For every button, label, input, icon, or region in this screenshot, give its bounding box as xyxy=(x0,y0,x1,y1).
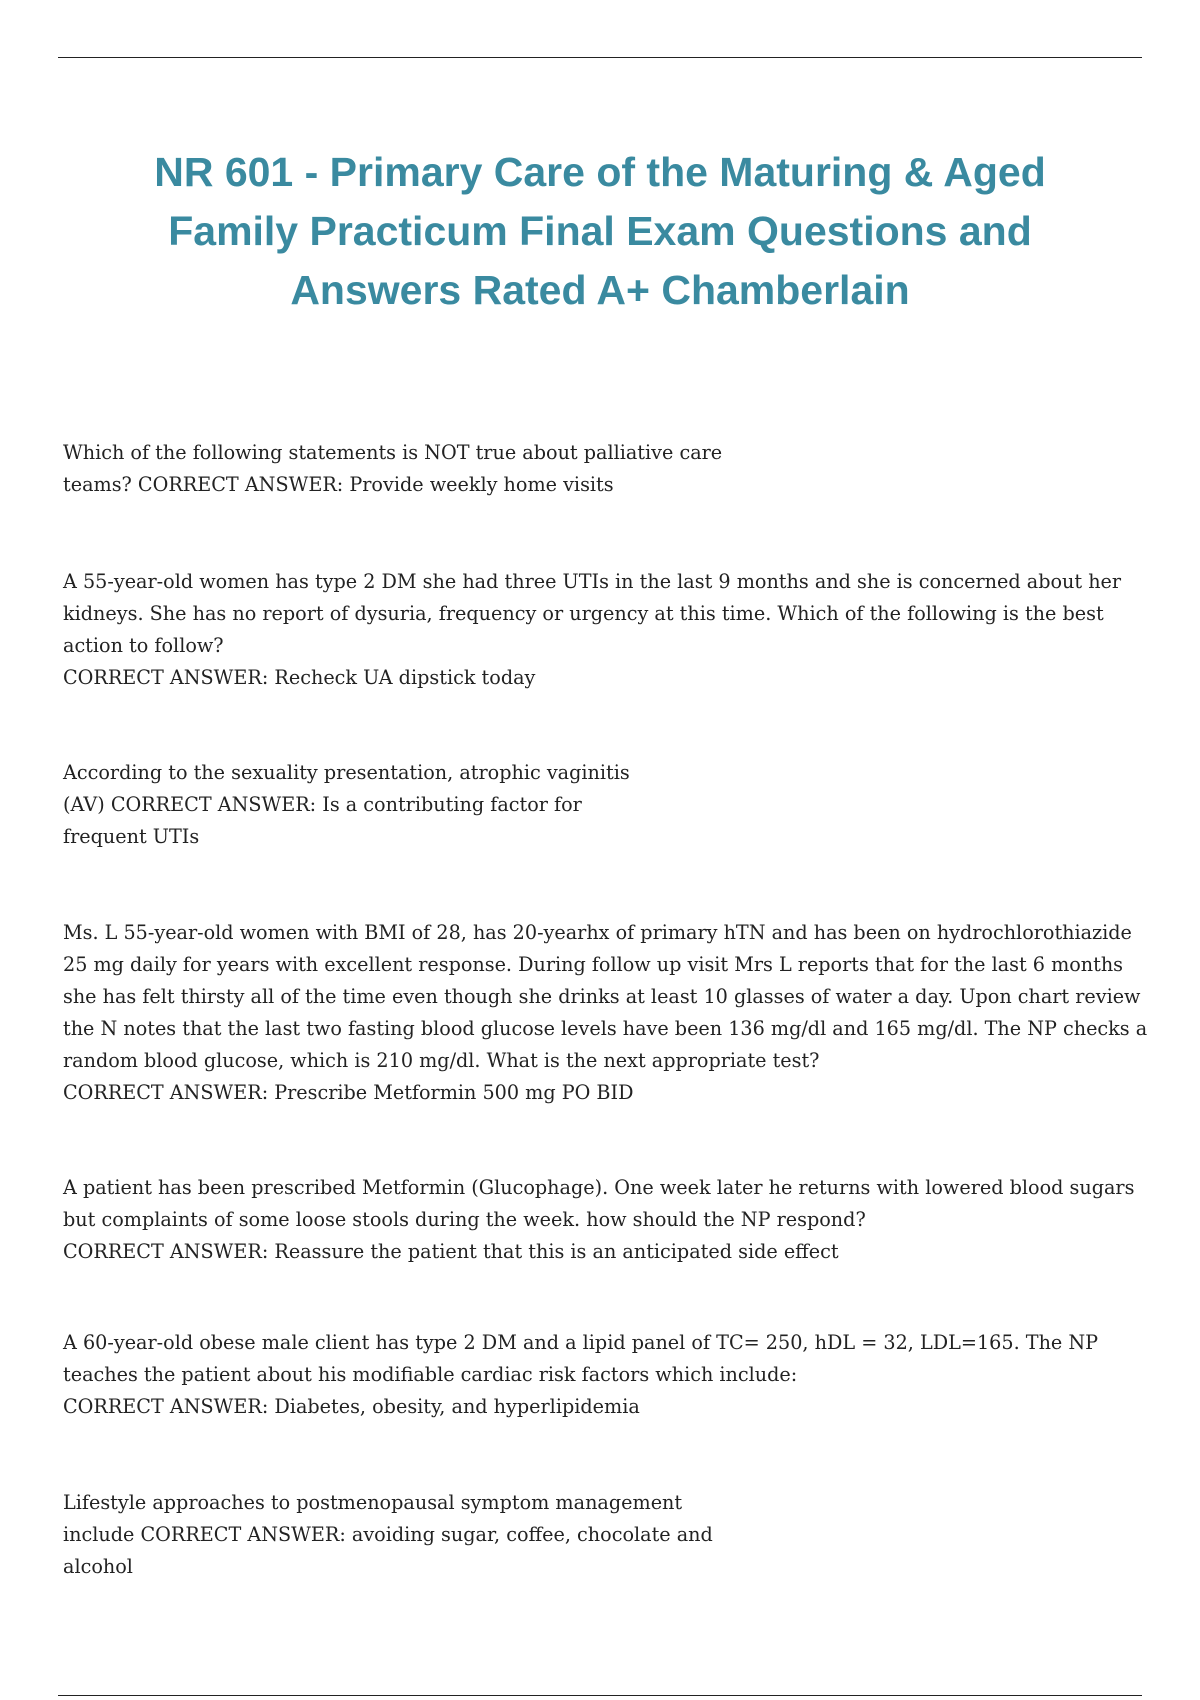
document-title xyxy=(60,143,1140,320)
qa-line: include CORRECT ANSWER: avoiding sugar, coffee, chocolate and xyxy=(63,1523,713,1546)
qa-line: frequent UTIs xyxy=(63,825,200,848)
qa-line: A patient has been prescribed Metformin (Glucophage). One week later he returns with lowered blood sugars xyxy=(63,1176,1135,1199)
qa-line: 25 mg daily for years with excellent response. During follow up visit Mrs L reports that for the last 6 months xyxy=(63,953,1124,976)
qa-line: teaches the patient about his modifiable cardiac risk factors which include: xyxy=(63,1363,798,1386)
qa-line: she has felt thirsty all of the time even though she drinks at least 10 glasses of water a day. Upon chart review xyxy=(63,985,1141,1008)
qa-item xyxy=(63,566,1121,694)
bottom-divider xyxy=(58,1695,1142,1696)
qa-line: A 60-year-old obese male client has type 2 DM and a lipid panel of TC= 250, hDL = 32, LDL=165. The NP xyxy=(63,1331,1099,1354)
qa-item xyxy=(63,1487,713,1583)
qa-line: kidneys. She has no report of dysuria, frequency or urgency at this time. Which of the following is the best xyxy=(63,602,1104,625)
qa-line: action to follow? xyxy=(63,634,224,657)
qa-item xyxy=(63,757,630,853)
qa-line: alcohol xyxy=(63,1555,133,1578)
qa-item xyxy=(63,1172,1134,1268)
title-line: NR 601 - Primary Care of the Maturing & Aged xyxy=(154,149,1046,195)
qa-line: teams? CORRECT ANSWER: Provide weekly home visits xyxy=(63,473,614,496)
qa-line: Lifestyle approaches to postmenopausal symptom management xyxy=(63,1491,683,1514)
qa-line: According to the sexuality presentation, atrophic vaginitis xyxy=(63,761,630,784)
title-line: Answers Rated A+ Chamberlain xyxy=(290,267,910,313)
qa-line: A 55-year-old women has type 2 DM she had three UTIs in the last 9 months and she is concerned about her xyxy=(63,570,1122,593)
qa-line: CORRECT ANSWER: Recheck UA dipstick today xyxy=(63,666,536,689)
qa-line: (AV) CORRECT ANSWER: Is a contributing factor for xyxy=(63,793,582,816)
qa-line: random blood glucose, which is 210 mg/dl. What is the next appropriate test? xyxy=(63,1049,820,1072)
qa-line: Which of the following statements is NOT true about palliative care xyxy=(63,441,723,464)
qa-line: CORRECT ANSWER: Prescribe Metformin 500 mg PO BID xyxy=(63,1081,634,1104)
qa-item xyxy=(63,437,722,501)
qa-item xyxy=(63,917,1147,1109)
title-line: Family Practicum Final Exam Questions and xyxy=(168,208,1032,254)
qa-line: Ms. L 55-year-old women with BMI of 28, has 20-yearhx of primary hTN and has been on hydrochlorothiazide xyxy=(63,921,1132,944)
qa-item xyxy=(63,1327,1098,1423)
qa-line: the N notes that the last two fasting blood glucose levels have been 136 mg/dl and 165 mg/dl. The NP checks a xyxy=(63,1017,1148,1040)
qa-line: CORRECT ANSWER: Diabetes, obesity, and hyperlipidemia xyxy=(63,1395,640,1418)
qa-line: but complaints of some loose stools during the week. how should the NP respond? xyxy=(63,1208,866,1231)
top-divider xyxy=(58,57,1142,58)
qa-line: CORRECT ANSWER: Reassure the patient that this is an anticipated side effect xyxy=(63,1240,839,1263)
